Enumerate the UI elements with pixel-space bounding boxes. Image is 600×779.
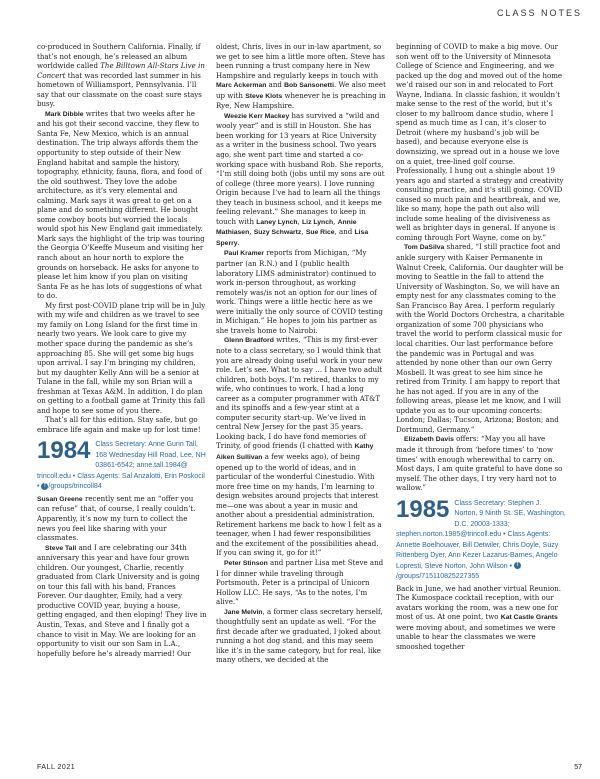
paragraph: Susan Greene recently sent me an “offer you can refuse” that, of course, I really couldn’t. Apparently, it’s now my turn to collect the news you feel like sharing with your classmates. bbox=[37, 493, 196, 543]
column-1 bbox=[37, 42, 207, 742]
paragraph: That’s all for this edition. Stay safe, but go embrace life again and make up for lost time! bbox=[37, 415, 201, 434]
paragraph: Peter Stinson and partner Lisa met Steve and I for dinner while traveling through Portsmouth. Peter is a principal of Unicorn Hollow LLC. He says, “As to the notes, I’m alive.” bbox=[216, 557, 384, 607]
class-header-1985 bbox=[396, 495, 566, 582]
facebook-icon: f bbox=[41, 483, 48, 490]
facebook-group-link[interactable]: /groups/715110825227355 bbox=[396, 573, 480, 581]
facebook-icon: f bbox=[514, 562, 521, 569]
paragraph: Back in June, we had another virtual Reunion. The Kumospace cocktail reception, with our avatars working the room, was a new one for most of us. At one point, two Kat Castle Grants were moving about, and sometimes we were unable to hear the classmates we were smooshed together bbox=[396, 583, 561, 651]
paragraph: Weezie Kerr Mackey has survived a “wild and wooly year” and is still in Houston. She has been working for 13 years at Rice University as a writer in the business school. Two years ago, she went part time and started a co-working space with husband Rob. She reports, “I’m still doing both (jobs until my sons are out of college (three more years). I love running Origin because I’ve had to learn all the things they teach in business school, and it keeps me feeling relevant.” She manages to keep in touch with Laney Lynch, Liz Lynch, Annie Mathiasen, Suzy Schwartz, Sue Rice, and Lisa Sperry. bbox=[216, 110, 385, 247]
page-number: 57 bbox=[574, 764, 582, 771]
class-year: 1984 bbox=[37, 437, 91, 465]
paragraph: beginning of COVID to make a big move. Our son went off to the University of Minnesota College of Science and Engineering, and we packed up the dog and moved out of the home we’d raised our son in and relocated to Fort Wayne, Indiana. In classic fashion, it wouldn’t make sense to the rest of the world, but it’s closer to my ballroom dance studio, where I spend as much time as I can, it’s closer to Detroit (where my husband’s job will be based), and because everyone else is downsizing, we spread out in a house we love on a quiet, tree-lined golf course. Professionally, I hung out a shingle about 19 years ago and started a strategy and creativity consulting practice, and it’s still going. COVID caused so much pain and heartbreak, and we, like so many, hope the path out also will include some healing of the divisiveness as well as brighter days in general. If anyone is coming through Fort Wayne, come on by.” bbox=[396, 42, 564, 242]
paragraph: Mark Dibble writes that two weeks after he and his got their second vaccine, they flew to Santa Fe, New Mexico, which is an annual destination. The trip always affords them the opportunity to step outside of their New England habitat and sample the history, topography, ethnicity, fauna, flora, and food of the old southwest. They love the adobe architecture, as it’s very elemental and calming. Mark says it was great to get on a plane and do something different. He bought some cowboy boots but worried the locals would spot his New England gait immediately. Mark says the highlight of the trip was touring the Georgia O’Keeffe Museum and visiting her ranch about an hour north to explore the grounds on horseback. He asks for anyone to please let him know if you plan on visiting Santa Fe as he has lots of suggestions of what to do. bbox=[37, 108, 205, 301]
classmate-name: Steve Tall bbox=[45, 544, 77, 552]
paragraph: Steve Tall and I are celebrating our 34th anniversary this year and have four grown children. Our youngest, Charlie, recently graduated from Clark University and is going on tour this fall with his band, Frances Forever. Our daughter, Emily, had a very productive COVID year, buying a house, getting engaged, and then eloping! They live in Austin, Texas, and Steve and I finally got a chance to visit in May. We are looking for an opportunity to visit our son Sam in L.A., hopefully before he’s already married! Our bbox=[37, 542, 207, 658]
paragraph: Elizabeth Davis offers: “May you all have made it through from ‘before times’ to ‘now times’ with enough wherewithal to carry on. Most days, I am quite grateful to have done so myself. The other days, I try very hard not to wallow.” bbox=[396, 434, 563, 493]
paragraph: Glenn Bradford writes, “This is my first-ever note to a class secretary, so I would think that you are already doing useful work in your new role. Let’s see. What to say … I have two adult children, both boys. I’m retired, thanks to my wife, who continues to work. I had a long career as a computer programmer with AT&T and its spinoffs and a few-year stint at a computer security start-up. We’ve lived in central New Jersey for the past 35 years. Looking back, I do have fond memories of Trinity, of good friends (I chatted with Kathy Aiken Sullivan a few weeks ago), of being opened up to the world of ideas, and in particular of the wonderful Cinestudio. With more free time on my hands, I’m learning to design websites around projects that interest me—one was about a year in music and another about a presidential administration. Retirement harkens me back to how I felt as a teenager, when I had fewer responsibilities and the excitement of the possibilities ahead. If you can swing it, go for it!” bbox=[216, 335, 383, 558]
column-3 bbox=[396, 42, 566, 742]
paragraph: Paul Kramer reports from Michigan, “My partner (an R.N.) and I (public health laboratory LIMS administrator) continued to work in-person throughout, as working remotely was/is not an option for our lines of work. Things were a little hectic here as we were initially the only source of COVID testing in Michigan.” He hopes to join his partner as she travels home to Nairobi. bbox=[216, 248, 383, 335]
class-secretary-info: Class Secretary: Stephen J. Norton, 9 Ninth St. SE, Washington, D.C. 20003-1333; stephen.norton.1985@trincoll.edu • Class Agents: Annette Boelhouwer, Bill Detwiler, Chris Doyle, Suzy Rittenberg Dyer, Ann Kezer Lazarus-Barnes, Angelo Lopresti, Steve Norton, John Wilson • f/groups/715110825227355 bbox=[396, 499, 566, 581]
paragraph: My first post-COVID plane trip will be in July with my wife and children as we travel to see my family on Long Island for the first time in nearly two years. We look care to give my mother space during the pandemic as she’s approaching 85. She will get some big hugs upon arrival. I say I’m bringing my children, but my daughter Kelly Ann will be a senior at Tulane in the fall, while my son Brian will a freshman at Texas A&M. In addition, I do plan on getting to a football game at Trinity this fall and hope to see some of you there. bbox=[37, 300, 206, 415]
paragraph: Jane Melvin, a former class secretary herself, thoughtfully sent an update as well. “For the first decade after we graduated, I joked about running a hot dog stand, and this may seem like it’s in the same category, but for real, like many others, we decided at the bbox=[216, 606, 383, 665]
class-header-1984 bbox=[37, 439, 207, 492]
column-2 bbox=[216, 42, 386, 742]
section-header: CLASS NOTES bbox=[496, 8, 582, 18]
issue-label: FALL 2021 bbox=[37, 764, 76, 771]
paragraph: oldest, Chris, lives in our in-law apartment, so we get to see him a little more often. Steve has been running a trust company here in New Hampshire and regularly keeps in touch with Marc Ackerman and Bob Sansonetti. We also meet up with Steve Klots whenever he is preaching in Rye, New Hampshire. bbox=[216, 42, 386, 111]
class-secretary-info: Class Secretary: Anne Gurin Tall, 168 Wednesday Hill Road, Lee, NH 03861-6542; anne.tall.1984@ trincoll.edu • Class Agents: Sal Anzalotti, Erin Poskocil • f /groups/trincoll84 bbox=[37, 441, 206, 491]
class-year: 1985 bbox=[396, 495, 450, 523]
classmate-name: Susan Greene bbox=[37, 495, 83, 503]
classmate-name: Mark Dibble bbox=[45, 110, 84, 118]
paragraph: co-produced in Southern California. Finally, if that’s not enough, he’s released an album worldwide called The Billtown All-Stars Live in Concert that was recorded last summer in his hometown of Williamsport, Pennsylvania. I’ll say that our classmate on the coast sure stays busy. bbox=[37, 42, 205, 109]
facebook-group-link[interactable]: /groups/trincoll84 bbox=[48, 483, 102, 491]
paragraph: Tom DaSilva shared, “I still practice foot and ankle surgery with Kaiser Permanente in Walnut Creek, California. Our daughter will be moving to Seattle in the fall to attend the University of Washington. So, we will have an empty nest for any classmates coming to the San Francisco Bay Area. I perform regularly with the World Doctors Orchestra, a charitable organization of some 700 physicians who travel the world to perform classical music for local charities. Our last performance before the pandemic was in Portugal and was attended by none other than our own Gerry Mosbell. It was great to see him since he retired from Trinity. I am happy to report that he has not aged. If you are in any of the following areas, please let me know, and I will update you as to our upcoming concerts: London; Dallas; Tucson, Arizona; Boston; and Dortmund, Germany.” bbox=[396, 242, 565, 434]
